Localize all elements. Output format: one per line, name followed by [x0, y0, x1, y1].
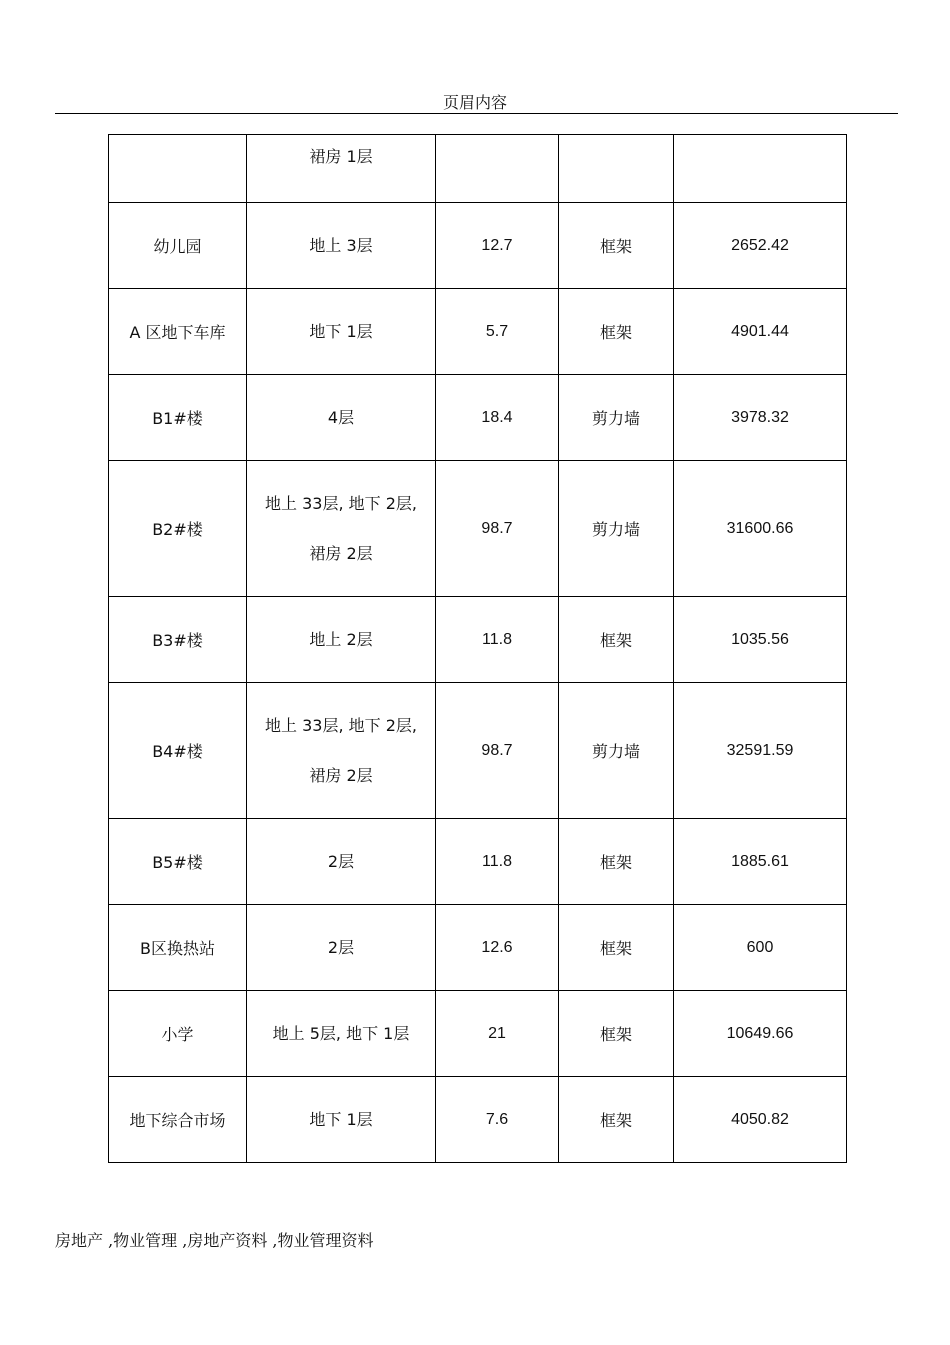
cell-name: 地下综合市场	[109, 1077, 247, 1163]
cell-area: 3978.32	[674, 375, 847, 461]
cell-area	[674, 135, 847, 203]
floors-line: 2层	[327, 851, 355, 871]
floors-line: 地下 1层	[309, 321, 373, 341]
table-row	[109, 597, 847, 683]
cell-floors	[247, 135, 436, 203]
building-table	[108, 134, 847, 1163]
cell-height: 21	[436, 991, 559, 1077]
table-row	[109, 289, 847, 375]
cell-height: 11.8	[436, 819, 559, 905]
table-row	[109, 135, 847, 203]
cell-structure	[559, 135, 674, 203]
cell-structure: 剪力墙	[559, 461, 674, 597]
cell-floors	[247, 597, 436, 683]
floors-line: 4层	[327, 407, 355, 427]
cell-floors	[247, 203, 436, 289]
cell-area: 4901.44	[674, 289, 847, 375]
cell-name: B4#楼	[109, 683, 247, 819]
table-row	[109, 203, 847, 289]
floors-line: 地上 5层, 地下 1层	[272, 1023, 410, 1043]
floors-line: 2层	[327, 937, 355, 957]
cell-floors	[247, 905, 436, 991]
cell-structure: 框架	[559, 991, 674, 1077]
floors-line: 裙房 1层	[309, 147, 373, 166]
page-header-title: 页眉内容	[442, 93, 507, 112]
floors-line: 地下 1层	[309, 1109, 373, 1129]
cell-name: A 区地下车库	[109, 289, 247, 375]
cell-height: 7.6	[436, 1077, 559, 1163]
cell-structure: 框架	[559, 203, 674, 289]
cell-area: 1035.56	[674, 597, 847, 683]
cell-area: 4050.82	[674, 1077, 847, 1163]
header-divider	[55, 113, 898, 114]
cell-name: 小学	[109, 991, 247, 1077]
cell-area: 1885.61	[674, 819, 847, 905]
cell-floors	[247, 289, 436, 375]
table-row	[109, 991, 847, 1077]
cell-area: 600	[674, 905, 847, 991]
table-row	[109, 461, 847, 597]
cell-height: 12.7	[436, 203, 559, 289]
floors-line: 地上 2层	[309, 629, 373, 649]
cell-height: 5.7	[436, 289, 559, 375]
page-footer-text: 房地产 ,物业管理 ,房地产资料 ,物业管理资料	[55, 1231, 374, 1250]
cell-height: 98.7	[436, 461, 559, 597]
cell-floors	[247, 461, 436, 597]
cell-structure: 剪力墙	[559, 375, 674, 461]
cell-height: 98.7	[436, 683, 559, 819]
cell-area: 10649.66	[674, 991, 847, 1077]
cell-floors	[247, 1077, 436, 1163]
cell-name: B3#楼	[109, 597, 247, 683]
cell-floors	[247, 991, 436, 1077]
cell-name: 幼儿园	[109, 203, 247, 289]
cell-height	[436, 135, 559, 203]
table-body	[109, 135, 847, 1163]
table-row	[109, 905, 847, 991]
cell-structure: 框架	[559, 905, 674, 991]
floors-line: 地上 33层, 地下 2层,	[265, 715, 417, 735]
cell-structure: 框架	[559, 1077, 674, 1163]
table-row	[109, 1077, 847, 1163]
floors-line: 地上 33层, 地下 2层,	[265, 493, 417, 513]
cell-area: 32591.59	[674, 683, 847, 819]
cell-structure: 剪力墙	[559, 683, 674, 819]
cell-name: B1#楼	[109, 375, 247, 461]
cell-name: B2#楼	[109, 461, 247, 597]
cell-structure: 框架	[559, 597, 674, 683]
cell-name: B5#楼	[109, 819, 247, 905]
cell-floors	[247, 375, 436, 461]
cell-floors	[247, 819, 436, 905]
cell-structure: 框架	[559, 289, 674, 375]
cell-structure: 框架	[559, 819, 674, 905]
floors-line: 裙房 2层	[309, 543, 373, 563]
table-row	[109, 375, 847, 461]
cell-name: B区换热站	[109, 905, 247, 991]
cell-area: 2652.42	[674, 203, 847, 289]
table-row	[109, 819, 847, 905]
cell-height: 11.8	[436, 597, 559, 683]
cell-name	[109, 135, 247, 203]
cell-area: 31600.66	[674, 461, 847, 597]
floors-line: 裙房 2层	[309, 765, 373, 785]
floors-line: 地上 3层	[309, 235, 373, 255]
cell-height: 12.6	[436, 905, 559, 991]
table-row	[109, 683, 847, 819]
cell-height: 18.4	[436, 375, 559, 461]
cell-floors	[247, 683, 436, 819]
